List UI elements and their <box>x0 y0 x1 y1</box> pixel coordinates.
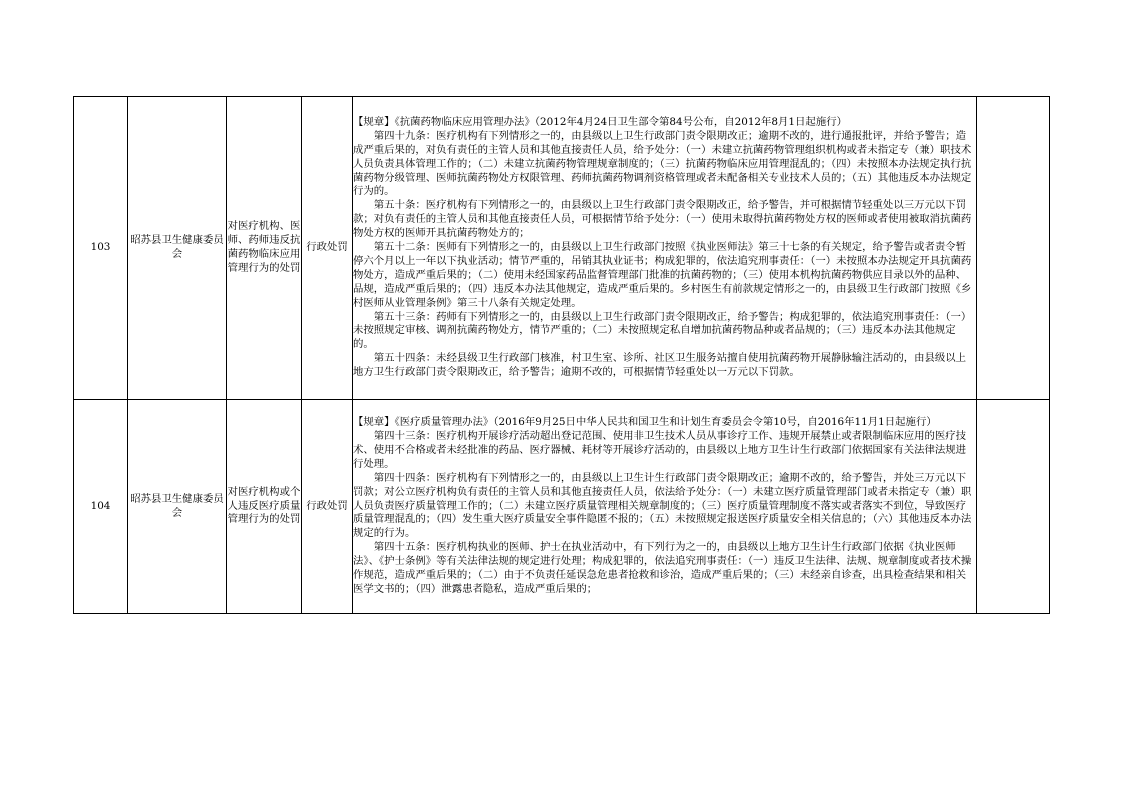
basis-paragraph: 第四十三条：医疗机构开展诊疗活动超出登记范围、使用非卫生技术人员从事诊疗工作、违规开展禁止或者限制临床应用的医疗技术、使用不合格或者未经批准的药品、医疗器械、耗材等开展诊疗活动的，由县级以上地方卫生计生行政部门依据国家有关法律法规进行处理。 <box>353 430 967 470</box>
basis-paragraph: 第五十条：医疗机构有下列情形之一的，由县级以上卫生行政部门责令限期改正，给予警告，并可根据情节轻重处以三万元以下罚款；对负有责任的主管人员和其他直接责任人员，可根据情节给予处分：（一）使用未取得抗菌药物处方权的医师或者使用被取消抗菌药物处方权的医师开具抗菌药物处方的； <box>353 199 972 240</box>
power-item-cell: 对医疗机构或个人违反医疗质量管理行为的处罚 <box>227 400 302 614</box>
row-number-cell: 103 <box>74 97 128 400</box>
power-type-cell: 行政处罚 <box>302 400 353 614</box>
remarks-cell <box>977 97 1050 400</box>
table-row <box>74 97 1050 400</box>
basis-paragraph: 第四十四条：医疗机构有下列情形之一的，由县级以上卫生计生行政部门责令限期改正；逾期不改的，给予警告，并处三万元以下罚款；对公立医疗机构负有责任的主管人员和其他直接责任人员，依法给予处分：（一）未建立医疗质量管理部门或者未指定专（兼）职人员负责医疗质量管理工作的；（二）未建立医疗质量管理相关规章制度的；（三）医疗质量管理制度不落实或者落实不到位，导致医疗质量管理混乱的；（四）发生重大医疗质量安全事件隐匿不报的；（五）未按照规定报送医疗质量安全相关信息的；（六）其他违反本办法规定的行为。 <box>353 471 972 540</box>
basis-heading: 【规章】《医疗质量管理办法》（2016年9月25日中华人民共和国卫生和计划生育委员会令第10号，自2016年11月1日起施行） <box>353 416 937 429</box>
basis-paragraph: 第五十三条：药师有下列情形之一的，由县级以上卫生行政部门责令限期改正，给予警告；构成犯罪的，依法追究刑事责任：（一）未按照规定审核、调剂抗菌药物处方，情节严重的；（二）未按照规定私自增加抗菌药物品种或者品规的；（三）违反本办法其他规定的。 <box>353 310 972 351</box>
power-list-table <box>73 96 1050 614</box>
basis-paragraph: 第五十四条：未经县级卫生行政部门核准，村卫生室、诊所、社区卫生服务站擅自使用抗菌药物开展静脉输注活动的，由县级以上地方卫生行政部门责令限期改正，给予警告；逾期不改的，可根据情节轻重处以一万元以下罚款。 <box>353 352 967 379</box>
row-number-cell: 104 <box>74 400 128 614</box>
basis-paragraph: 第五十二条：医师有下列情形之一的，由县级以上卫生行政部门按照《执业医师法》第三十七条的有关规定，给予警告或者责令暂停六个月以上一年以下执业活动；情节严重的，吊销其执业证书；构成犯罪的，依法追究刑事责任：（一）未按照本办法规定开具抗菌药物处方，造成严重后果的；（二）使用未经国家药品监督管理部门批准的抗菌药物的；（三）使用本机构抗菌药物供应目录以外的品种、品规，造成严重后果的；（四）违反本办法其他规定，造成严重后果的。乡村医生有前款规定情形之一的，由县级卫生行政部门按照《乡村医师从业管理条例》第三十八条有关规定处理。 <box>353 241 972 309</box>
power-item-cell: 对医疗机构、医师、药师违反抗菌药物临床应用管理行为的处罚 <box>227 97 302 400</box>
remarks-cell <box>977 400 1050 614</box>
power-type-cell: 行政处罚 <box>302 97 353 400</box>
department-cell: 昭苏县卫生健康委员会 <box>128 97 227 400</box>
basis-heading: 【规章】《抗菌药物临床应用管理办法》（2012年4月24日卫生部令第84号公布，自2012年8月1日起施行） <box>353 115 847 128</box>
table-row <box>74 400 1050 614</box>
basis-paragraph: 第四十五条：医疗机构执业的医师、护士在执业活动中，有下列行为之一的，由县级以上地方卫生计生行政部门依据《执业医师法》、《护士条例》等有关法律法规的规定进行处理；构成犯罪的，依法追究刑事责任：（一）违反卫生法律、法规、规章制度或者技术操作规范，造成严重后果的；（二）由于不负责任延误急危患者抢救和诊治，造成严重后果的；（三）未经亲自诊查，出具检查结果和相关医学文书的；（四）泄露患者隐私，造成严重后果的； <box>353 541 972 595</box>
legal-basis-cell <box>353 400 977 614</box>
legal-basis-cell <box>353 97 977 400</box>
basis-paragraph: 第四十九条：医疗机构有下列情形之一的，由县级以上卫生行政部门责令限期改正；逾期不改的，进行通报批评，并给予警告；造成严重后果的，对负有责任的主管人员和其他直接责任人员，给予处分：（一）未建立抗菌药物管理组织机构或者未指定专（兼）职技术人员负责具体管理工作的；（二）未建立抗菌药物管理规章制度的；（三）抗菌药物临床应用管理混乱的；（四）未按照本办法规定执行抗菌药物分级管理、医师抗菌药物处方权限管理、药师抗菌药物调剂资格管理或者未配备相关专业技术人员的；（五）其他违反本办法规定行为的。 <box>353 129 972 198</box>
department-cell: 昭苏县卫生健康委员会 <box>128 400 227 614</box>
